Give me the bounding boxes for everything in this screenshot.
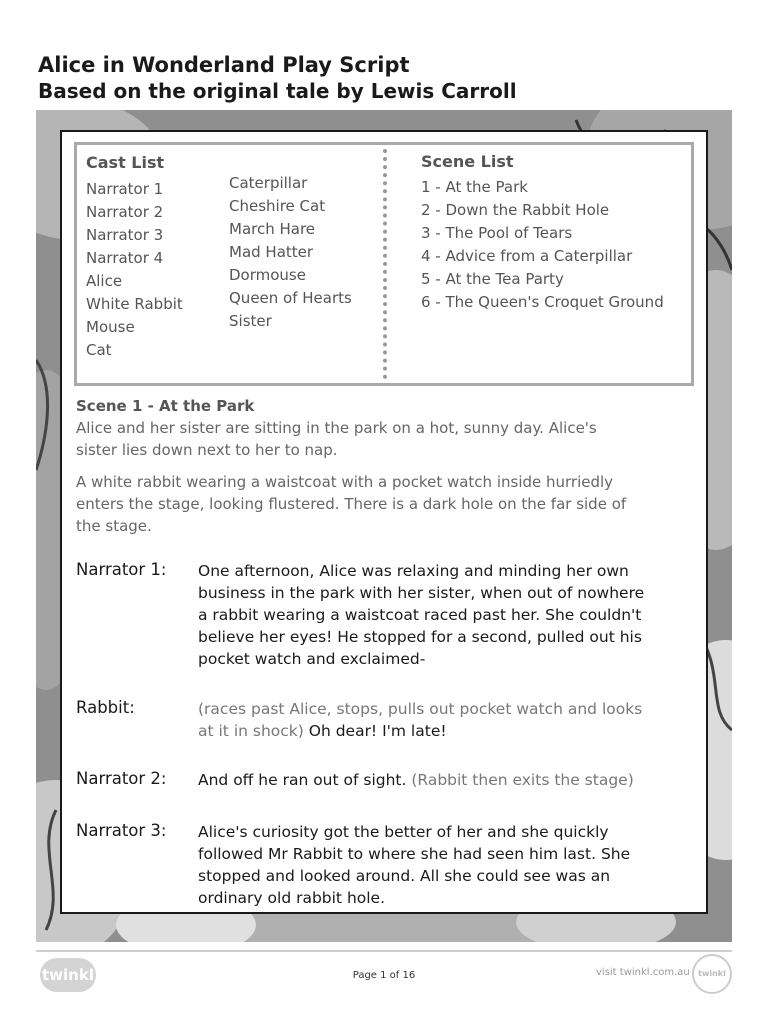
cast-member: Caterpillar — [229, 174, 308, 192]
cast-member: Sister — [229, 312, 272, 330]
dialogue-line: pocket watch and exclaimed- — [198, 650, 426, 668]
footer-divider — [36, 950, 732, 952]
stage-direction: at it in shock) — [198, 722, 304, 740]
dialogue-line: ordinary old rabbit hole. — [198, 889, 386, 907]
dialogue-line: stopped and looked around. All she could see was an — [198, 867, 611, 885]
dialogue-narrator-2 — [198, 769, 694, 791]
cast-member: Narrator 1 — [86, 180, 164, 198]
stage-direction: (Rabbit then exits the stage) — [406, 771, 634, 789]
description-line: the stage. — [76, 517, 152, 535]
scene-list-item: 1 - At the Park — [421, 178, 528, 196]
cast-list-heading: Cast List — [86, 153, 165, 172]
dotted-divider — [383, 149, 387, 379]
cast-member: Narrator 4 — [86, 249, 164, 267]
quality-badge-icon: twinkl — [692, 954, 732, 994]
description-line: sister lies down next to her to nap. — [76, 441, 338, 459]
dialogue-line: One afternoon, Alice was relaxing and minding her own — [198, 562, 629, 580]
description-line: enters the stage, looking flustered. There is a dark hole on the far side of — [76, 495, 627, 513]
cast-scene-box — [74, 142, 694, 386]
cast-member: Mad Hatter — [229, 243, 314, 261]
cast-member: Dormouse — [229, 266, 306, 284]
cast-member: White Rabbit — [86, 295, 183, 313]
scene-list-item: 5 - At the Tea Party — [421, 270, 564, 288]
cast-member: Narrator 3 — [86, 226, 164, 244]
cast-member: March Hare — [229, 220, 316, 238]
spoken-line: Oh dear! I'm late! — [303, 722, 447, 740]
scene-description-1 — [76, 417, 698, 461]
twinkl-logo: twinkl — [40, 958, 96, 992]
scene-description-2 — [76, 471, 698, 537]
scene-list-heading: Scene List — [421, 152, 514, 171]
scene-1-heading: Scene 1 - At the Park — [76, 397, 255, 415]
scene-list-item: 3 - The Pool of Tears — [421, 224, 573, 242]
cast-member: Queen of Hearts — [229, 289, 352, 307]
cast-member: Mouse — [86, 318, 135, 336]
cast-member: Alice — [86, 272, 123, 290]
document-title: Alice in Wonderland Play Script — [38, 53, 410, 77]
speaker-narrator-3: Narrator 3: — [76, 821, 167, 840]
cast-member: Cat — [86, 341, 112, 359]
dialogue-line: followed Mr Rabbit to where she had seen him last. She — [198, 845, 631, 863]
scene-list-item: 6 - The Queen's Croquet Ground — [421, 293, 664, 311]
cast-member: Narrator 2 — [86, 203, 164, 221]
speaker-rabbit: Rabbit: — [76, 698, 135, 717]
speaker-narrator-1: Narrator 1: — [76, 560, 167, 579]
script-sheet — [60, 130, 708, 914]
cast-member: Cheshire Cat — [229, 197, 326, 215]
spoken-line: And off he ran out of sight. — [198, 771, 407, 789]
scene-list — [421, 176, 664, 314]
description-line: A white rabbit wearing a waistcoat with a pocket watch inside hurriedly — [76, 473, 614, 491]
dialogue-line: believe her eyes! He stopped for a second, pulled out his — [198, 628, 642, 646]
document-subtitle: Based on the original tale by Lewis Carroll — [38, 79, 517, 103]
scene-list-item: 4 - Advice from a Caterpillar — [421, 247, 633, 265]
description-line: Alice and her sister are sitting in the park on a hot, sunny day. Alice's — [76, 419, 597, 437]
page-number: Page 1 of 16 — [352, 970, 416, 981]
scene-list-item: 2 - Down the Rabbit Hole — [421, 201, 610, 219]
dialogue-narrator-3 — [198, 821, 694, 909]
dialogue-line: a rabbit wearing a waistcoat raced past her. She couldn't — [198, 606, 642, 624]
dialogue-line: Alice's curiosity got the better of her and she quickly — [198, 823, 609, 841]
stage-direction: (races past Alice, stops, pulls out pocket watch and looks — [198, 700, 643, 718]
dialogue-line: business in the park with her sister, when out of nowhere — [198, 584, 645, 602]
visit-link[interactable]: visit twinkl.com.au — [596, 967, 690, 978]
cast-list-column-2 — [229, 172, 352, 333]
speaker-narrator-2: Narrator 2: — [76, 769, 167, 788]
dialogue-narrator-1 — [198, 560, 694, 670]
dialogue-rabbit — [198, 698, 694, 742]
cast-list-column-1 — [86, 178, 183, 362]
